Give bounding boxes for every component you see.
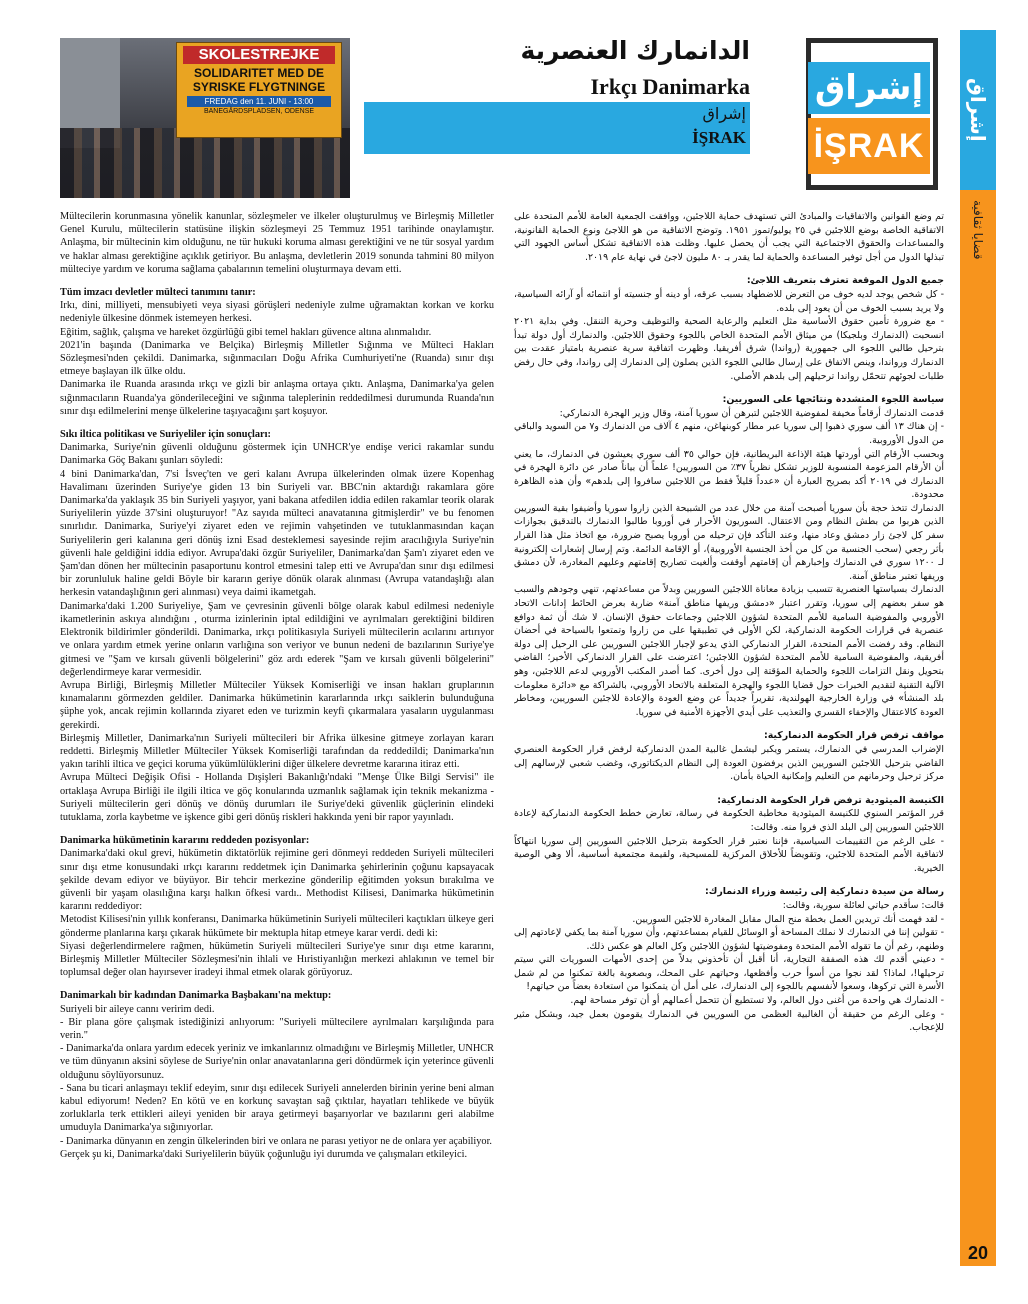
paragraph: - لقد فهمت أنك تريدين العمل بخطة منح المال مقابل المغادرة للاجئين السوريين. [632, 913, 944, 925]
paragraph: قالت: سأقدم حياتي لعائلة سورية، وقالت: [782, 899, 944, 911]
paragraph: تم وضع القوانين والاتفاقيات والمبادئ التي تستهدف حماية اللاجئين، ووافقت الجمعية العامة للأمم المتحدة على الاتفاقية الخاصة بوضع اللاجئين في ٢٥ يوليو/تموز ١٩٥١. وتوضح الاتفاقية من هو اللاجئ ونوع الحماية القانونية، والمساعدات والحقوق الاجتماعية التي يجب أن يحصل عليها. وظلت هذه الاتفاقية تشكل أساس الجهود التي تبذلها الدول من أجل توفير المساعدة والحماية لما يقدر بـ ٨٠ مليون لاجئ في نهاية عام ٢٠١٩. [514, 211, 944, 263]
author-turkish: İŞRAK [692, 128, 746, 147]
paragraph: Suriyeli bir aileye cannı veririm dedi. [60, 1003, 215, 1015]
logo-arabic-text: إشراق [808, 62, 930, 114]
side-section-label: قضايا ثقافية [971, 200, 985, 260]
paragraph: Avrupa Mülteci Değişik Ofisi - Hollanda Dışişleri Bakanlığı'ndaki "Menşe Ülke Bilgi Servisi" ile ortaklaşa Avrupa Birliği ile ilgili iltica ve göç konularında uzmanlık sağlamak için teknik mekanizma - Suriyeli mültecilerin geri dönüş ve dönüş durumları ile Suriye'deki güvenlik güçlerinin elindeki tutuklama, zorla kaybetme ve işkence gibi geri dönüş riskleri hakkında yeni bir rapor yayınladı. [60, 772, 494, 823]
page-number: 20 [960, 1240, 996, 1266]
protest-photo [60, 38, 350, 198]
section-heading: جميع الدول الموقعة تعترف بتعريف اللاجئ: [746, 275, 944, 287]
paragraph: Eğitim, sağlık, çalışma ve hareket özgürlüğü gibi temel hakları güvence altına alınmalıdır. [60, 326, 432, 338]
paragraph: Metodist Kilisesi'nin yıllık konferansı, Danimarka hükümetinin Suriyeli mültecileri kaçtıkları ülkeye geri gönderme planlarına karşı çıkarak hükümete bir mektupla hitap etmeye karar verdi. dedi ki: [60, 914, 494, 939]
article-title-arabic: الدانمارك العنصرية [520, 36, 750, 65]
paragraph: وبحسب الأرقام التي أوردتها هيئة الإذاعة البريطانية، فإن حوالي ٣٥ ألف سوري يعيشون في الدنمارك، ما يعني أن الأرقام المزعومة المنسوبة للوزير تشكل نظرياً ٣٧٪ من السوريين! علماً أن بياناً صادر عن دائرة الهجرة في الدنمارك في ٢٠١٩ أكد بصريح العبارة أن «عدداً قليلاً فقط من اللاجئين سافروا إلى بلدهم» وأن هذه الظاهرة محدودة. [514, 448, 944, 501]
paragraph: Gerçek şu ki, Danimarka'daki Suriyelilerin büyük çoğunluğu iyi durumda ve çalışmaları etkileyici. [60, 1148, 468, 1160]
paragraph: - Bir plana göre çalışmak istediğinizi anlıyorum: "Suriyeli mültecilere ayrılmaları karşılığında para verin." [60, 1016, 494, 1041]
paragraph: - إن هناك ١٣ ألف سوري ذهبوا إلى سوريا عبر مطار كوبنهاغن، منهم ٤ آلاف من الدنمارك و٧ من السويد والباقي من الدول الأوروبية. [514, 421, 944, 446]
paragraph: - دعيني أقدم لك هذه الصفقة التجارية، أنا أقبل أن تأخذوني بدلاً من إحدى الأمهات السوريات التي سيتم ترحيلها!، لماذا؟ لقد نجوا من أسوأ حرب وأفظعها، وحياتهم على المحك، وبصعوبة بالغة تمكنوا من لم شمل الأسرة التي تركوها، وسعوا لأنفسهم باللجوء إلى الدنمارك، على أمل أن يتمكنوا من استعادة بعضاً من حياتهم! [514, 954, 944, 993]
paragraph: - على الرغم من التقييمات السياسية، فإننا نعتبر قرار الحكومة بترحيل اللاجئين السوريين إلى سوريا انتهاكاً لاتفاقية الأمم المتحدة للاجئين، وتقويضاً للأخلاق المركزية للمسيحية، ولقيمة مجتمعية أساسية، ألا وهي الوصية الخيرية. [514, 835, 944, 874]
article-title-turkish: Irkçı Danimarka [590, 74, 750, 99]
section-heading: مواقف ترفض قرار الحكومة الدنماركية: [763, 730, 944, 742]
paragraph: - الدنمارك هي واحدة من أغنى دول العالم، ولا تستطيع أن تتحمل أعمالهم أو أن توفر مساحة لهم. [570, 995, 944, 1007]
paragraph: - Sana bu ticari anlaşmayı teklif edeyim, sınır dışı edilecek Suriyeli annelerden birinin yerine beni alman kabul ediyorum! Neden? En kötü ve en korkunç savaştan sağ çıktılar, hayatları tehlikede ve büyük zorluklarla terk ettikleri aileyi yeniden bir araya getirmeyi başarıyorlar ve bazılarını geri alabilme umuduyla Danimarka'ya sığınıyorlar. [60, 1082, 494, 1134]
side-vertical-logo: إشراق [966, 78, 990, 142]
arabic-article-column [514, 210, 944, 1270]
paragraph: Danimarka'daki 1.200 Suriyeliye, Şam ve çevresinin güvenli bölge olarak kabul edilmesi nedeniyle ikametlerinin askıya alındığını , oturma izinlerinin iptal edildiğini ve ayrılmaları gerektiğini bildiren Elektronik bildirimler gönderildi. Danimarka, ırkçı politikasıyla Suriyeli mültecilerin acılarını artırıyor ve onlara yardım etmek yerine onların varlığına son veriyor ve bunun nedeni de bazılarının Suriye'ye gitmesi ve "Şam ve kırsalı güvenli bölgelerini" göz ardı ederek "Şam ve kırsalı güvenli bölgelerini" değerlendirmeye karar vermesidir. [60, 600, 494, 678]
paragraph: الدنمارك بسياستها العنصرية تتسبب بزيادة معاناة اللاجئين السوريين وبدلاً من مساعدتهم، تنهي وجودهم والسبب هو سفر بعضهم إلى سوريا، وتقرر اعتبار «دمشق وريفها مناطق آمنة» ضاربة بعرض الحائط إدانات الاتحاد الأوروبي والمفوضية السامية للأمم المتحدة لشؤون اللاجئين وجماعات حقوق الإنسان. لا شك أن ثمة دوافع عنصرية في قرارات الحكومة الدنماركية، لكن الأولى في تطبيقها على من زاروا وتمتعوا بالسياحة في أحضان النظام. وقد رفضت الأمم المتحدة، القرار الدنماركي الذي يدعو لإجبار اللاجئين السوريين على الرحيل إلى دولة أفريقية، والمفوضية السامية للأمم المتحدة لشؤون اللاجئين؛ اعترضت على القرار الدنماركي الأخير؛ القاضي بتحويل ونقل التزامات اللجوء والحماية المؤقتة إلى دول أخرى. كما أصدر المكتب الأوروبي لدعم اللاجئين، وهو الآلية التقنية لتقديم الخبرات حول قضايا اللجوء والهجرة المتعلقة بالاتحاد الأوروبي، بالشراكة مع «دائرة معلومات بلد المنشأ» في وزارة الخارجية الهولندية، تقريراً جديداً عن وضع العودة والإعادة للاجئين السوريين، ومخاطر العودة كالاعتقال والإخفاء القسري والتعذيب على أيدي الأجهزة الأمنية في سوريا. [514, 584, 944, 718]
section-heading: سياسة اللجوء المتشددة ونتائجها على السوريين: [722, 394, 944, 406]
banner-line-2: SOLIDARITET MED DE [193, 66, 324, 80]
protest-banner [176, 42, 342, 138]
paragraph: 4 bini Danimarka'dan, 7'si İsveç'ten ve geri kalanı Avrupa ülkelerinden olmak üzere Kopenhag Havalimanı üzerinden Suriye'ye giden 13 bin Suriyeli var. BBC'nin aktardığı rakamlara göre Danimarka'da yaklaşık 35 bin Suriyeli yaşıyor, yani bakana atfedilen iddia edilen rakamlar teorik olarak Suriyelilerin yüzde 37'sini oluşturuyor! "Az sayıda mülteci anavatanına gitmişlerdir" ve bu fenomen sınırlıdır. Danimarka, Suriye'yi ziyaret eden ve rejimin vahşetinden ve tutuklanmasından kaçan Suriyelilerin geri kalanına geri dönüş izni Esad desteklemesi sayesinde rejim aracılığıyla Suriye'nin güvenli hale geldiğini iddia ediyor. Avrupa'daki özgür Suriyeliler, Danimarka'dan Şam'ı ziyaret eden ve Şam'dan dönen her mültecinin pasaportunu kontrol etmesini talep etti ve Avrupa'dan sınır dışı edilmesi bir zorunluluk haline geldi Böyle bir kararın geriye dönük olarak alınması (Avrupa vatandaşlığı alan herkesin vatandaşlığının geri alınması) veya daimi ikametgah. [60, 468, 494, 599]
banner-line-3: SYRISKE FLYGTNINGE [192, 80, 326, 94]
paragraph: قرر المؤتمر السنوي للكنيسة الميثودية مخاطبة الحكومة في رسالة، تعارض خطط الحكومة الدنماركية لإعادة اللاجئين السوريين إلى البلد الذي فروا منه. وقالت: [514, 808, 944, 833]
section-heading: الكنيسة الميثودية ترفض قرار الحكومة الدنماركية: [717, 794, 944, 806]
author-arabic: إشراق [702, 104, 746, 123]
paragraph: Danimarka'daki okul grevi, hükümetin diktatörlük rejimine geri dönmeyi reddeden Suriyeli mültecileri sınır dışı etme konusundaki ırkçı kararını reddetmek için Danimarka şehirlerinin çoğunu kapsayacak şekilde devam ediyor ve büyüyor. Bir tehcir merkezine gönderilip eğitimden yoksun bırakılma ve güvenli bir yaşam olasılığına karşı halkın öfkesi vardı.. Methodist Kilisesi, Danimarka hükümetinin kararını reddediyor: [60, 848, 494, 913]
paragraph: Mültecilerin korunmasına yönelik kanunlar, sözleşmeler ve ilkeler oluşturulmuş ve Birleşmiş Milletler Genel Kurulu, mültecilerin statüsüne ilişkin sözleşmeyi 25 Temmuz 1951 tarihinde onaylamıştır. Anlaşma, bir mültecinin kim olduğunu, ne tür hukuki koruma alması gerektiğini ve ne tür sosyal yardım ve haklar alması gerektiğine açıklık getiriyor. Bu anlaşma, devletlerin 2019 sonunda tahmini 80 milyon mülteciye yardım ve koruma sağlama çabalarının temelini oluşturmaya devam etti. [60, 211, 494, 275]
paragraph: - تقولين إننا في الدنمارك لا نملك المساحة أو الوسائل للقيام بمساعدتهم، وأن سوريا آمنة بما يكفي لإعادتهم إلى وطنهم، رغم أن ما تقوله الأمم المتحدة ومفوضيتها لشؤون اللاجئين وكل العالم هو عكس ذلك. [514, 927, 944, 952]
banner-line-5: BANEGÅRDSPLADSEN, ODENSE [203, 108, 315, 115]
paragraph: Siyasi değerlendirmelere rağmen, hükümetin Suriyeli mültecileri Suriye'ye sınır dışı etme kararını, Birleşmiş Milletler Mülteciler Sözleşmesi'nin ihlali ve Hıristiyanlığın merkezi ahlakının ve temel bir toplumsal değer olan hayırsever iradeyi ihmal etmek olarak görüyoruz. [60, 940, 494, 979]
paragraph: الدنمارك تتخذ حجة بأن سوريا أصبحت آمنة من خلال عدد من الشبيحة الذين زاروا سوريا وأضيفوا بقية السوريين الذين هربوا من بطش النظام ومن الاعتقال. السوريون الأحرار في أوروبا طالبوا الدنمارك بالتدقيق بجوازات سفر كل لاجئ زار دمشق وعاد منها، وعند التأكد فإن ترحيله من أوروبا يصبح ضرورة، مع اتخاذ مثل هذا القرار بأثر رجعي (سحب الجنسية من كل من أخذ الجنسية الأوروبية)، أو الإقامة الدائمة. وتم إرسال إشعارات إلكترونية لـ ١٢٠٠ سوري في الدنمارك وإخبارهم أن إقامتهم أوقفت وألغيت تصاريح إقامتهم وعليهم المغادرة، لأن دمشق وريفها تعتبر مناطق آمنة. [514, 502, 944, 582]
section-heading: Danimarka hükümetinin kararını reddeden pozisyonlar: [60, 835, 310, 847]
paragraph: - مع ضرورة تأمين حقوق الأساسية مثل التعليم والرعاية الصحية والتوظيف وحرية التنقل. وفي بداية ٢٠٢١ انسحبت (الدنمارك وبلجيكا) من ميثاق الأمم المتحدة الخاص باللجوء وحقوق اللاجئين. والدنمارك أول دولة تبدأ بترحيل طالبي اللجوء الى جمهورية (رواندا) شرق أفريقيا. وظهرت اتفاقية سرية عنصرية بامتياز عقدت بين الدنمارك ورواندا، وينص الاتفاق على إرسال طالبي اللجوء الذين يصلون إلى الدنمارك إلى رواندا، وفي حال رفض طلبات لجوئهم تتحمّل رواندا ترحيلهم إلى بلدهم الأصلي. [514, 316, 944, 382]
paragraph: الإضراب المدرسي في الدنمارك، يستمر ويكبر ليشمل غالبية المدن الدنماركية لرفض قرار الحكومة العنصري القاضي بترحيل اللاجئين السوريين الذين يرفضون العودة إلى النظام الديكتاتوري، وغضب شعبي لإرسالهم إلى مركز ترحيل وحرمانهم من التعليم وإمكانية الحياة بأمان. [514, 743, 944, 783]
paragraph: - وعلى الرغم من حقيقة أن الغالبية العظمى من السوريين في الدنمارك يقومون بعمل جيد، وبشكل مثير للإعجاب. [514, 1008, 944, 1034]
paragraph: Avrupa Birliği, Birleşmiş Milletler Mülteciler Yüksek Komiserliği ve insan hakları gruplarının kınamalarını görmezden geldiler. Danimarka hükümetinin kararlarında ırkçı saiklerin bulunduğuna şüphe yok, ancak rejimin kollarında ziyaret eden ve turizmin keyfi çıkarmalara yasaların uygulanması gerekirdi. [60, 679, 494, 731]
logo-latin-text: İŞRAK [808, 118, 930, 174]
paragraph: Irkı, dini, milliyeti, mensubiyeti veya siyasi görüşleri nedeniyle zulme uğramaktan korkan ve korku nedeniyle ülkesine dönmek istemeyen herkesi. [60, 300, 494, 325]
paragraph: - Danimarka dünyanın en zengin ülkelerinden biri ve onlara ne parası yetiyor ne de onlara yer açabiliyor. [60, 1135, 493, 1147]
paragraph: - كل شخص يوجد لديه خوف من التعرض للاضطهاد بسبب عرقه، أو دينه أو جنسيته أو انتمائه أو آرائه السياسية، ولا يريد بسبب الخوف من أن يعود إلى بلده. [514, 288, 944, 314]
paragraph: Danimarka, Suriye'nin güvenli olduğunu göstermek için UNHCR'ye endişe verici rakamlar sundu Danimarka Göç Bakanı şunları söyledi: [60, 442, 494, 467]
paragraph: - Danimarka'da onlara yardım edecek yeriniz ve imkanlarınız olmadığını ve Birleşmiş Milletler, UNHCR ve tüm dünyanın aksini söylese de Suriye'nin onlar anavatanlarına geri döndürmek için yeterince güvenli olduğunu söylüyorsunuz. [60, 1043, 494, 1081]
turkish-article-column [60, 210, 494, 1270]
paragraph: قدمت الدنمارك أرقاماً مخيفة لمفوضية اللاجئين لتبرهن أن سوريا آمنة، وقال وزير الهجرة الدنماركي: [559, 407, 944, 419]
paragraph: Birleşmiş Milletler, Danimarka'nın Suriyeli mültecileri bir Afrika ülkesine gitmeye zorlayan kararı reddetti. Birleşmiş Milletler Mülteciler Yüksek Komiserliği tarafından da reddedildi; Danimarka'nın yakın tarihli iltica ve geçici koruma yükümlülüklerini diğer ülkelere devretme kararına itiraz etti. [60, 732, 494, 771]
banner-line-1: SKOLESTREJKE [183, 46, 335, 64]
paragraph: Danimarka ile Ruanda arasında ırkçı ve gizli bir anlaşma ortaya çıktı. Anlaşma, Danimarka'ya gelen sığınmacıların Ruanda'ya gönderileceğini ve sığınma taleplerinin reddedilmesi durumunda Ruanda'nın sınır dışı edilmelerini menşe ülkelerine taşıyacağını şart koşuyor. [60, 379, 494, 417]
paragraph: 2021'in başında (Danimarka ve Belçika) Birleşmiş Milletler Sığınma ve Mülteci Hakları Sözleşmesi'nden çekildi. Danimarka, sığınmacıları Doğu Afrika Cumhuriyeti'ne (Ruanda) sınır dışı etmeye başlayan ilk ülke oldu. [60, 339, 494, 378]
photo-crowd [60, 128, 350, 198]
banner-line-4: FREDAG den 11. JUNI - 13:00 [187, 96, 331, 107]
section-heading: Danimarkalı bir kadından Danimarka Başbakanı'na mektup: [60, 990, 332, 1002]
section-heading: Tüm imzacı devletler mülteci tanımını tanır: [60, 287, 256, 299]
section-heading: Sıkı iltica politikası ve Suriyeliler için sonuçları: [60, 429, 271, 441]
section-heading: رسالة من سيدة دنماركية إلى رئيسة وزراء الدنمارك: [705, 886, 944, 898]
